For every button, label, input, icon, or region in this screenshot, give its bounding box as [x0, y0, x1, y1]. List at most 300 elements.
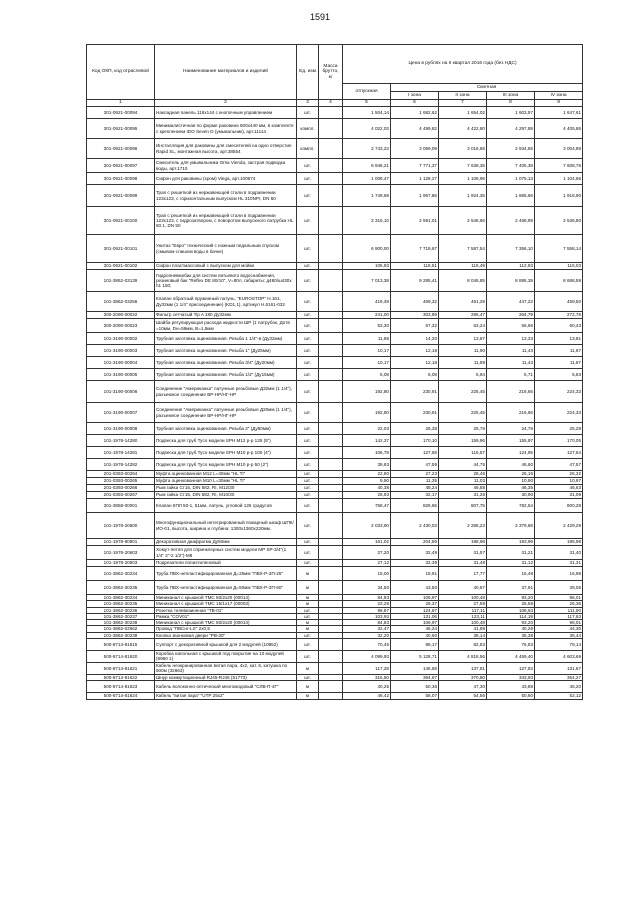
price-zone2: 40,87 [439, 581, 487, 595]
price-zone1: 2 430,03 [391, 513, 439, 539]
item-code: 101-3862-03256 [87, 292, 155, 312]
price-release: 22,03 [343, 423, 391, 435]
price-zone4: 96,01 [535, 620, 583, 626]
price-release: 315,50 [343, 674, 391, 680]
item-name: Миниканал с крышкой ТМС 50/2х20 (00014) [155, 595, 297, 601]
price-zone4: 13,81 [535, 333, 583, 345]
price-zone4: 127,54 [535, 447, 583, 459]
price-zone3: 16,48 [487, 567, 535, 581]
item-unit: шт. [297, 159, 319, 173]
item-name: Подрезатели полиэтиленовый [155, 560, 297, 567]
price-zone3: 114,19 [487, 613, 535, 619]
price-zone4: 4 603,69 [535, 650, 583, 662]
table-row [87, 119, 583, 139]
item-code: 101-1978-14282 [87, 459, 155, 471]
price-zone2: 1 654,02 [439, 107, 487, 119]
price-zone1: 5 128,71 [391, 650, 439, 662]
item-code: 101-3190-00008 [87, 423, 155, 435]
price-release: 46,42 [343, 693, 391, 699]
price-zone1: 32,49 [391, 546, 439, 560]
price-zone4: 1 647,61 [535, 107, 583, 119]
table-row [87, 650, 583, 662]
price-zone1: 3 069,09 [391, 139, 439, 159]
price-zone4: 36,44 [535, 632, 583, 638]
item-code: 301-0921-00094 [87, 107, 155, 119]
price-zone3: 10,90 [487, 478, 535, 485]
item-code: 101-3862-30239 [87, 632, 155, 638]
item-unit: шт. [297, 478, 319, 485]
item-name: Сифон для раковины (хром) Viega, арт.100674 [155, 173, 297, 185]
table-row [87, 499, 583, 513]
price-zone3: 46,35 [487, 485, 535, 492]
table-row [87, 478, 583, 485]
item-mass [319, 173, 343, 185]
price-zone3: 2 934,55 [487, 139, 535, 159]
item-unit: шт. [297, 312, 319, 319]
item-unit: м [297, 626, 319, 632]
item-name: Соединение "Американка" латунные резьбовые Д20мм (1 1/4"), разъемное соединение ВР-НР/НГ-НР [155, 403, 297, 423]
item-name: Кабель волоконно-оптический многомодовый "СЛВ-П-4Г" [155, 681, 297, 693]
price-zone2: 4 818,56 [439, 650, 487, 662]
price-zone1: 394,67 [391, 674, 439, 680]
price-zone1: 106,97 [391, 620, 439, 626]
price-release: 32,47 [343, 626, 391, 632]
price-zone3: 26,16 [487, 471, 535, 478]
price-release: 192,80 [343, 381, 391, 403]
item-name: Подвеска для труб Tyco модели SPH M12 р-р 125 (5") [155, 435, 297, 447]
item-name: Накладная панель 116х144 с кнопочным управлением [155, 107, 297, 119]
price-zone4: 1 104,66 [535, 173, 583, 185]
price-release: 103,93 [343, 613, 391, 619]
price-zone2: 11,89 [439, 357, 487, 369]
item-unit: шт. [297, 492, 319, 499]
price-zone4: 272,76 [535, 312, 583, 319]
item-unit: шт. [297, 185, 319, 207]
price-zone4: 39,05 [535, 581, 583, 595]
item-unit: шт. [297, 613, 319, 619]
price-zone2: 26,46 [439, 471, 487, 478]
item-code: 101-3190-00004 [87, 357, 155, 369]
item-mass [319, 447, 343, 459]
item-name: Муфта оцинкованная М12 L=40мм "HL TI" [155, 471, 297, 478]
item-mass [319, 435, 343, 447]
price-zone4: 52,12 [535, 693, 583, 699]
item-unit: шт. [297, 207, 319, 235]
price-release: 27,20 [343, 546, 391, 560]
table-row [87, 235, 583, 263]
price-zone1: 4 499,82 [391, 119, 439, 139]
price-zone1: 1 128,27 [391, 173, 439, 185]
price-zone3: 35,38 [487, 632, 535, 638]
table-row [87, 560, 583, 567]
item-code: 101-3862-30235 [87, 601, 155, 607]
price-zone1: 27,23 [391, 471, 439, 478]
price-zone4: 224,33 [535, 381, 583, 403]
price-zone2: 27,59 [439, 601, 487, 607]
price-release: 2 315,10 [343, 207, 391, 235]
item-code: 101-3862-30236 [87, 607, 155, 613]
item-name: Трубная заготовка оцинкованная. Резьба 1 1/4"-в (Ду32мм) [155, 333, 297, 345]
item-name: Подвеска для труб Tyco модели SPH M10 р-р 50 (2") [155, 459, 297, 471]
item-mass [319, 546, 343, 560]
header-price-title: Цена в рублях на II квартал 2016 года (без НДС) [343, 45, 583, 84]
item-name: Унитаз "Евро" технический с ножным педальным спуском (смывом слишом воды в бачке) [155, 235, 297, 263]
price-release: 11,86 [343, 333, 391, 345]
price-zone3: 46,60 [487, 459, 535, 471]
table-row [87, 139, 583, 159]
table-row [87, 539, 583, 546]
item-mass [319, 107, 343, 119]
price-zone1: 50,36 [391, 681, 439, 693]
price-zone3: 30,90 [487, 492, 535, 499]
price-release: 70,45 [343, 638, 391, 650]
item-unit: шт. [297, 632, 319, 638]
column-number: 2 [155, 100, 297, 107]
price-zone3: 5,71 [487, 369, 535, 381]
item-name: Миниканал с крышкой ТМС 15/1х17 (00003) [155, 601, 297, 607]
item-unit: шт. [297, 499, 319, 513]
item-unit: шт. [297, 423, 319, 435]
price-release: 27,12 [343, 560, 391, 567]
price-zone1: 11,35 [391, 478, 439, 485]
price-zone2: 225,45 [439, 403, 487, 423]
price-zone3: 50,60 [487, 693, 535, 699]
price-zone2: 7 638,35 [439, 159, 487, 173]
table-row [87, 173, 583, 185]
header-release: отпускная [343, 84, 391, 100]
item-unit: шт. [297, 319, 319, 333]
item-name: Подвеска для труб Tyco модели SPH M10 р-р 100 (4") [155, 447, 297, 459]
item-mass [319, 312, 343, 319]
item-mass [319, 650, 343, 662]
price-zone2: 159,96 [439, 435, 487, 447]
price-zone2: 807,75 [439, 499, 487, 513]
price-zone3: 37,91 [487, 581, 535, 595]
price-zone3: 4 297,89 [487, 119, 535, 139]
price-zone2: 5,94 [439, 369, 487, 381]
price-zone1: 14,20 [391, 333, 439, 345]
price-zone3: 2 468,99 [487, 207, 535, 235]
price-zone4: 79,14 [535, 638, 583, 650]
item-name: Хомут-петля для спринклерных систем модели МР SP-3/4"(1 1/4" 2"-2 1/2")-М8 [155, 546, 297, 560]
price-zone1: 43,50 [391, 581, 439, 595]
table-row [87, 681, 583, 693]
price-zone3: 782,54 [487, 499, 535, 513]
item-unit: шт. [297, 471, 319, 478]
item-name: Декоративная диафрагма Ду50мм [155, 539, 297, 546]
item-mass [319, 560, 343, 567]
item-mass [319, 492, 343, 499]
header-unit: Ед. изм [297, 45, 319, 100]
item-unit: шт. [297, 381, 319, 403]
item-unit: шт. [297, 263, 319, 270]
item-mass [319, 139, 343, 159]
header-zone1: I зона [391, 92, 439, 100]
item-mass [319, 207, 343, 235]
item-name: Сифон пластмассовый с выпуском для мойки [155, 263, 297, 270]
price-zone2: 3 016,56 [439, 139, 487, 159]
item-mass [319, 333, 343, 345]
price-release: 23,28 [343, 601, 391, 607]
price-release: 117,28 [343, 662, 391, 674]
item-mass [319, 270, 343, 292]
item-unit: шт. [297, 447, 319, 459]
item-code: 101-3190-00002 [87, 333, 155, 345]
price-zone3: 127,83 [487, 662, 535, 674]
header-zone3: III зона [487, 92, 535, 100]
item-code: 101-3862-30238 [87, 620, 155, 626]
price-release: 53,30 [343, 319, 391, 333]
item-mass [319, 159, 343, 173]
header-zone2: II зона [439, 92, 487, 100]
price-zone3: 31,21 [487, 546, 535, 560]
price-zone2: 7 587,54 [439, 235, 487, 263]
item-code: 101-1978-14281 [87, 447, 155, 459]
price-zone2: 47,30 [439, 681, 487, 693]
price-zone1: 48,24 [391, 485, 439, 492]
price-zone2: 370,80 [439, 674, 487, 680]
price-zone1: 58,07 [391, 693, 439, 699]
price-zone4: 31,09 [535, 492, 583, 499]
price-zone2: 11,90 [439, 345, 487, 357]
price-zone1: 303,89 [391, 312, 439, 319]
item-mass [319, 539, 343, 546]
table-row [87, 546, 583, 560]
price-zone2: 461,29 [439, 292, 487, 312]
price-zone4: 11,87 [535, 357, 583, 369]
price-zone4: 47,57 [535, 459, 583, 471]
item-name: Инсталляция для раковины для смесителей на одно отверстие Rapid SL, монтажная высота, арт.38554 [155, 139, 297, 159]
item-name: Рамка "COV01" [155, 613, 297, 619]
item-unit: м [297, 595, 319, 601]
item-mass [319, 423, 343, 435]
item-code: 101-3862-30234 [87, 595, 155, 601]
price-zone2: 116,57 [439, 447, 487, 459]
price-zone3: 1 075,13 [487, 173, 535, 185]
price-zone1: 12,18 [391, 357, 439, 369]
item-name: Кабель "витая пара" "UTP 25х2" [155, 693, 297, 699]
item-unit: компл. [297, 139, 319, 159]
item-mass [319, 478, 343, 485]
price-zone3: 216,66 [487, 381, 535, 403]
price-zone2: 137,81 [439, 662, 487, 674]
price-zone1: 18,91 [391, 567, 439, 581]
price-zone4: 116,03 [535, 263, 583, 270]
item-mass [319, 693, 343, 699]
table-row [87, 423, 583, 435]
item-unit: шт. [297, 650, 319, 662]
item-name: Трубная заготовка оцинкованная. Резьба 1/2" (Ду15мм) [155, 369, 297, 381]
price-zone3: 76,83 [487, 638, 535, 650]
price-zone2: 41,88 [439, 626, 487, 632]
price-zone4: 31,31 [535, 560, 583, 567]
price-zone4: 31,40 [535, 546, 583, 560]
price-zone1: 118,51 [391, 263, 439, 270]
price-zone1: 170,10 [391, 435, 439, 447]
column-number: 6 [391, 100, 439, 107]
table-row [87, 319, 583, 333]
item-code: 101-3862-30234 [87, 567, 155, 581]
item-name: Коробка напольная с крышкой под покрытие на 10 модулей (8960 1) [155, 650, 297, 662]
price-zone4: 1 916,90 [535, 185, 583, 207]
item-name: Провод "ПВСнг-LS" 2х0,5 [155, 626, 297, 632]
item-unit: шт. [297, 107, 319, 119]
price-zone2: 46,88 [439, 485, 487, 492]
price-zone3: 264,79 [487, 312, 535, 319]
price-release: 84,83 [343, 595, 391, 601]
item-code: 101-1978-14280 [87, 435, 155, 447]
price-zone2: 44,75 [439, 459, 487, 471]
table-row [87, 185, 583, 207]
item-name: Кнопка звонковая двери "РВ-30" [155, 632, 297, 638]
item-code: 101-1978-20600 [87, 513, 155, 539]
item-mass [319, 357, 343, 369]
price-zone1: 32,17 [391, 492, 439, 499]
item-unit: шт. [297, 539, 319, 546]
price-zone3: 7 356,10 [487, 235, 535, 263]
price-zone2: 38,14 [439, 632, 487, 638]
item-name: Многофункциональный интегрированный пожарный шкаф ШПК/ИО-01, высота, ширина и глубина: 1300х1360х230мм. [155, 513, 297, 539]
item-name: Трап с решеткой из нержавеющей стали в подравнении 123х123, с гидрозатвором, с поворотом выпускного патрубка HL 60.1, DN 50 [155, 207, 297, 235]
item-code: 101-3862-30235 [87, 581, 155, 595]
price-release: 26,93 [343, 492, 391, 499]
item-code: 301-0921-00096 [87, 139, 155, 159]
item-name: Кабель неэкранированная витая пара, 4х2, кат. 6, катушка по 500м (32663) [155, 662, 297, 674]
item-unit: м [297, 681, 319, 693]
price-zone1: 88,17 [391, 638, 439, 650]
table-row [87, 492, 583, 499]
column-number: 9 [535, 100, 583, 107]
item-code: 500-8714-81620 [87, 650, 155, 662]
price-zone1: 204,59 [391, 539, 439, 546]
price-release: 161,02 [343, 539, 391, 546]
price-zone1: 124,67 [391, 607, 439, 613]
item-code: 101-3862-03139 [87, 270, 155, 292]
price-zone2: 25,76 [439, 423, 487, 435]
price-release: 2 743,22 [343, 139, 391, 159]
header-mass: Масса брутто, кг [319, 45, 343, 100]
item-mass [319, 471, 343, 478]
price-zone4: 25,29 [535, 423, 583, 435]
price-zone2: 198,98 [439, 539, 487, 546]
price-zone1: 26,38 [391, 423, 439, 435]
price-release: 98,87 [343, 607, 391, 613]
price-zone4: 800,28 [535, 499, 583, 513]
price-zone1: 12,18 [391, 345, 439, 357]
table-row [87, 107, 583, 119]
price-zone4: 8 688,59 [535, 270, 583, 292]
table-row [87, 662, 583, 674]
table-row [87, 471, 583, 478]
price-zone3: 343,93 [487, 674, 535, 680]
table-row [87, 159, 583, 173]
price-zone3: 155,97 [487, 435, 535, 447]
price-zone3: 43,88 [487, 681, 535, 693]
price-zone2: 123,11 [439, 613, 487, 619]
price-zone4: 46,63 [535, 485, 583, 492]
price-release: 2 033,90 [343, 513, 391, 539]
price-release: 39,83 [343, 459, 391, 471]
item-code: 101-3862-02662 [87, 626, 155, 632]
item-code: 101-3190-00006 [87, 381, 155, 403]
price-zone2: 1 108,96 [439, 173, 487, 185]
item-name: Смеситель для умывальника Orsa Vienda, застрая подводка воды, арт.1710 [155, 159, 297, 173]
price-zone2: 54,56 [439, 693, 487, 699]
price-zone4: 26,32 [535, 471, 583, 478]
price-zone3: 31,12 [487, 560, 535, 567]
price-zone1: 7 719,67 [391, 235, 439, 263]
price-zone2: 13,87 [439, 333, 487, 345]
price-zone1: 131,06 [391, 613, 439, 619]
item-code: 300-2090-00023 [87, 319, 155, 333]
table-row [87, 381, 583, 403]
price-zone3: 13,33 [487, 333, 535, 345]
item-code: 301-0921-00100 [87, 207, 155, 235]
column-number: 4 [319, 100, 343, 107]
item-mass [319, 499, 343, 513]
item-mass [319, 319, 343, 333]
price-zone3: 4 469,40 [487, 650, 535, 662]
item-name: Рым гайка Ст15, DIN 582, RI, M10/30 [155, 492, 297, 499]
price-release: 6 900,00 [343, 235, 391, 263]
price-release: 4 099,93 [343, 650, 391, 662]
item-mass [319, 292, 343, 312]
price-zone4: 7 558,14 [535, 235, 583, 263]
table-row [87, 567, 583, 581]
item-name: Соединение "Американка" латунные резьбовые Д32мм (1 1/4"), разъемное соединение ВР-НР/НГ-НР [155, 381, 297, 403]
price-release: 22,80 [343, 471, 391, 478]
item-code: 500-8714-81622 [87, 674, 155, 680]
price-zone3: 93,20 [487, 595, 535, 601]
price-zone3: 11,43 [487, 357, 535, 369]
table-row [87, 263, 583, 270]
item-mass [319, 459, 343, 471]
table-row [87, 403, 583, 423]
price-zone3: 1 603,57 [487, 107, 535, 119]
item-code: 101-1978-20603 [87, 560, 155, 567]
item-name: Трубная заготовка оцинкованная. Резьба 3/4" (Ду20мм) [155, 357, 297, 369]
price-release: 419,49 [343, 292, 391, 312]
price-zone1: 2 591,01 [391, 207, 439, 235]
price-release: 1 504,14 [343, 107, 391, 119]
item-unit: м [297, 581, 319, 595]
price-release: 106,78 [343, 447, 391, 459]
item-code: 301-0921-00099 [87, 185, 155, 207]
column-number: 5 [343, 100, 391, 107]
table-row [87, 485, 583, 492]
price-zone4: 60,43 [535, 319, 583, 333]
price-zone2: 8 046,85 [439, 270, 487, 292]
price-release: 32,20 [343, 632, 391, 638]
table-row [87, 207, 583, 235]
price-zone2: 285,47 [439, 312, 487, 319]
price-release: 1 749,69 [343, 185, 391, 207]
item-unit: шт. [297, 270, 319, 292]
price-zone1: 127,58 [391, 447, 439, 459]
item-unit: шт. [297, 292, 319, 312]
price-zone1: 1 957,86 [391, 185, 439, 207]
price-zone3: 56,66 [487, 319, 535, 333]
item-mass [319, 119, 343, 139]
price-zone2: 63,24 [439, 319, 487, 333]
price-zone3: 447,22 [487, 292, 535, 312]
item-unit: шт. [297, 173, 319, 185]
header-code: Код ОКП, код отраслевой [87, 45, 155, 100]
item-name: Клапан КПЛ 50-1, 51мм, латунь, угловой 125 градусов [155, 499, 297, 513]
price-release: 34,50 [343, 581, 391, 595]
price-zone4: 16,98 [535, 567, 583, 581]
table-header [87, 45, 583, 107]
